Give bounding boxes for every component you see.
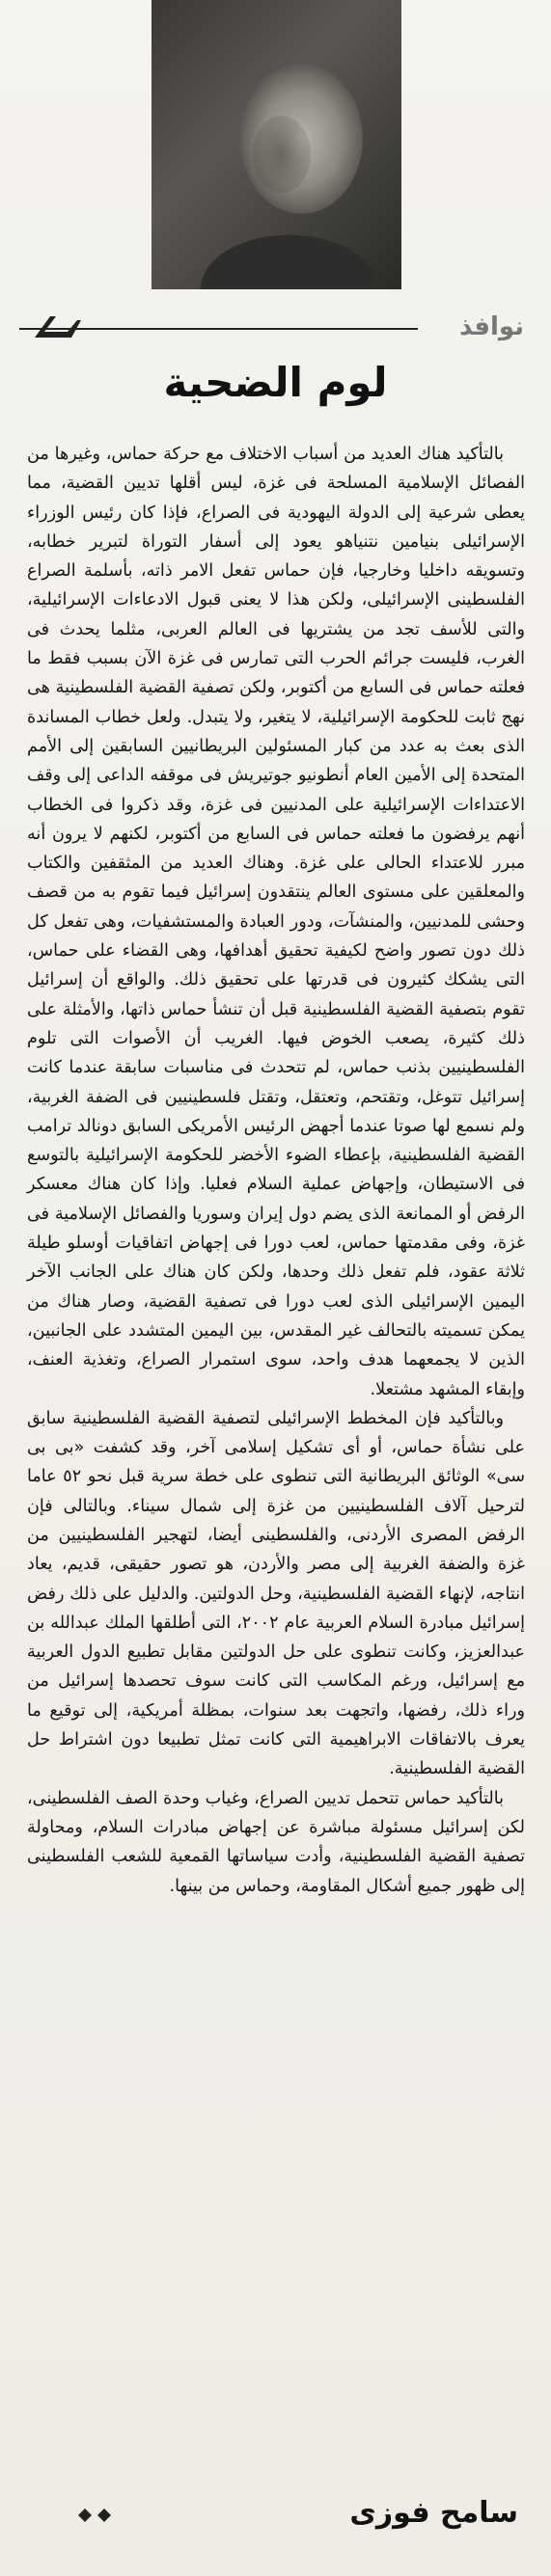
header-rule: [19, 328, 418, 330]
column-label: نوافذ: [458, 312, 524, 341]
diamond-ornament-icon: [77, 2508, 93, 2523]
author-photo: [152, 0, 401, 289]
photo-shading: [253, 116, 311, 193]
column-header: [19, 311, 532, 345]
article-title: لوم الضحية: [163, 359, 388, 406]
author-signature: سامح فوزى: [349, 2496, 518, 2530]
article-paragraph: بالتأكيد حماس تتحمل تديين الصراع، وغياب وحدة الصف الفلسطينى، لكن إسرائيل مسئولة مباشرة عن إجهاض مبادرات السلام، ومحاولة تصفية القضية الفلسطينية، وأدت سياساتها القمعية للشعب الفلسطينى إلى ظهور جميع أشكال المقاومة، وحماس من بينها.: [27, 1788, 525, 1896]
article-paragraph: وبالتأكيد فإن المخطط الإسرائيلى لتصفية القضية الفلسطينية سابق على نشأة حماس، أو أى تشكيل إسلامى آخر، وقد كشفت «بى بى سى» الوثائق البريطانية التى تنطوى على خطة سرية قبل نحو ٥٢ عاما لترحيل آلاف الفلسطينيين من غزة إلى شمال سيناء. وبالتالى فإن الرفض المصرى الأردنى، والفلسطينى أيضا، لتهجير الفلسطينيين من غزة والضفة الغربية إلى مصر والأردن، هو تصور حقيقى، قديم، يعاد انتاجه، لإنهاء القضية الفلسطينية، وحل الدولتين. والدليل على ذلك رفض إسرائيل مبادرة السلام العربية عام ٢٠٠٢، التى أطلقها الملك عبدالله بن عبدالعزيز، وكانت تنطوى على حل الدولتين مقابل تطبيع الدول العربية مع إسرائيل، ورغم المكاسب التى كانت سوف تحصدها إسرائيل من وراء ذلك، رفضها، واتجهت بعد سنوات، بمظلة أمريكية، إلى توقيع ما يعرف بالاتفاقات الابراهيمية التى كانت تمثل تطبيعا دون اشتراط حل القضية الفلسطينية.: [27, 1408, 526, 1779]
diamond-ornament-icon: [96, 2508, 112, 2523]
article-body: [27, 440, 525, 1901]
article-paragraph: بالتأكيد هناك العديد من أسباب الاختلاف مع حركة حماس، وغيرها من الفصائل الإسلامية المسلحة فى غزة، ليس أقلها تديين القضية، مما يعطى شرعية إلى الدولة اليهودية فى الصراع، فإذا كان رئيس الوزراء الإسرائيلى بنيامين نتنياهو يعود إلى أسفار التوراة لتبرير خطابه، وتسويقه داخليا وخارجيا، فإن حماس تفعل الامر ذاته، بأسلمة الصراع الفلسطينى الإسرائيلى، ولكن هذا لا يعنى قبول الادعاءات الإسرائيلية، والتى للأسف تجد من يشتريها فى العالم العربى، مثلما يحدث فى الغرب، فليست جرائم الحرب التى تمارس فى غزة الآن بسبب فقط ما فعلته حماس فى السابع من أكتوبر، ولكن تصفية القضية الفلسطينية هى نهج ثابت للحكومة الإسرائيلية، لا يتغير، ولا يتبدل. ولعل خطاب المساندة الذى بعث به عدد من كبار المسئولين البريطانيين السابقين إلى الأمم المتحدة إلى الأمين العام أنطونيو جوتيريش فى موقفه الداعى إلى وقف الاعتداءات الإسرائيلية على المدنيين فى غزة، وقد ذكروا فى الخطاب أنهم يرفضون ما فعلته حماس فى السابع من أكتوبر، لكنهم لا يرون أنه مبرر للاعتداء الحالى على غزة. وهناك العديد من المثقفين والكتاب والمعلقين على مستوى العالم ينتقدون إسرائيل فيما تقوم به من قصف وحشى للمدنيين، والمنشآت، ودور العبادة والمستشفيات، وهى تفعل كل ذلك دون تصور واضح لكيفية تحقيق أهدافها، وهى القضاء على حماس، التى يشكك كثيرون فى قدرتها على تحقيق ذلك. والواقع أن إسرائيل تقوم بتصفية القضية الفلسطينية قبل أن تنشأ حماس ذاتها، والأمثلة على ذلك كثيرة، يصعب الخوض فيها. الغريب أن الأصوات التى تلوم الفلسطينيين بذنب حماس، لم تتحدث فى مناسبات سابقة عندما كانت إسرائيل تتوغل، وتقتحم، وتعتقل، وتقتل فلسطينيين فى الضفة الغربية، ولم نسمع لها صوتا عندما أجهض الرئيس الأمريكى السابق دونالد ترامب القضية الفلسطينية، بإعطاء الضوء الأخضر للحكومة الإسرائيلية بالتوسع فى الاستيطان، وإجهاض عملية السلام فعليا. وإذا كان هناك معسكر الرفض أو الممانعة الذى يضم دول إيران وسوريا والفصائل الإسلامية فى غزة، وفى مقدمتها حماس، لعب دورا فى إجهاض اتفاقيات أوسلو طيلة ثلاثة عقود، فلم تفعل ذلك وحدها، ولكن كان هناك على الجانب الآخر اليمين الإسرائيلى الذى لعب دورا فى تصفية القضية، وصار هناك من يمكن تسميته بالتحالف غير المقدس، بين اليمين المتشدد على الجانبين، الذين لا يجمعهما هدف واحد، سوى استمرار الصراع، وتغذية العنف، وإبقاء المشهد مشتعلا.: [27, 445, 525, 1399]
